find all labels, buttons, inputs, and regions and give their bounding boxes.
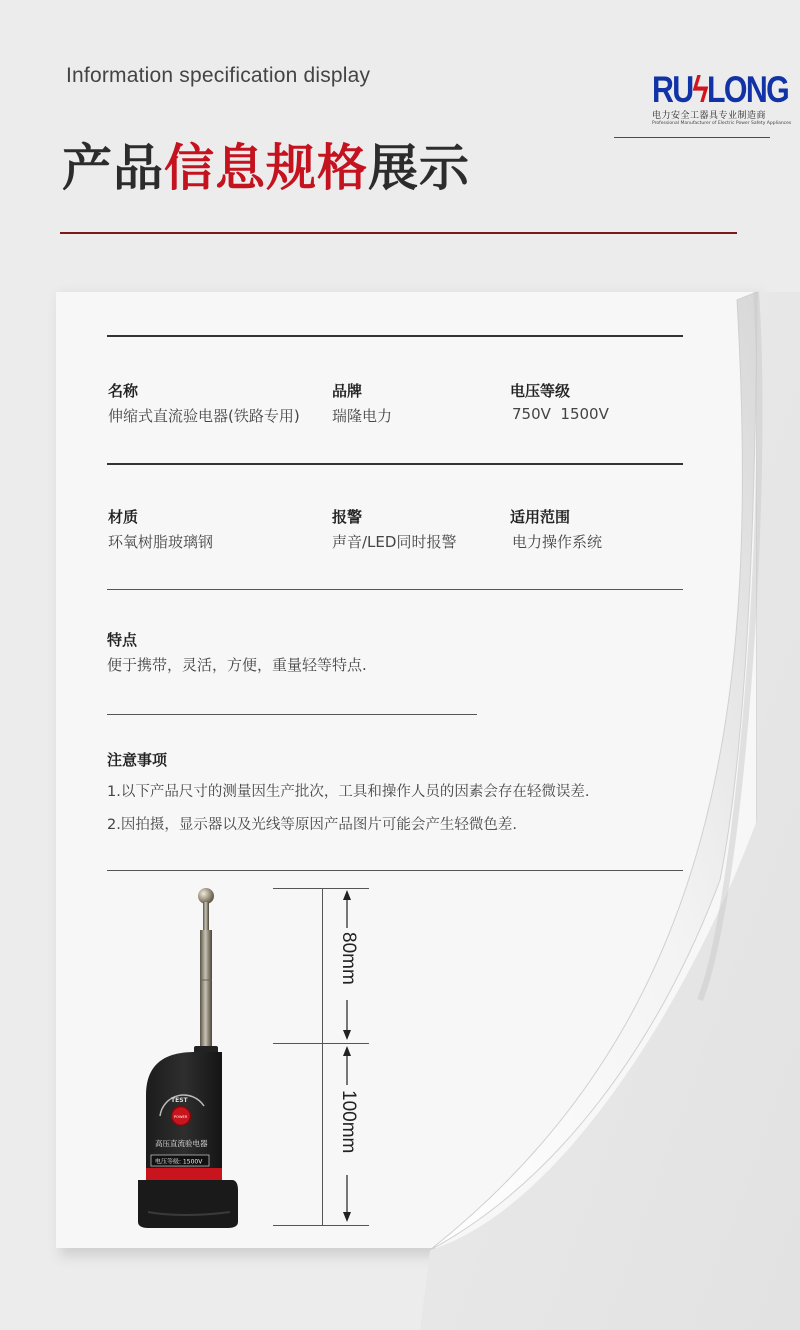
note-item-2: 2.因拍摄，显示器以及光线等原因产品图片可能会产生轻微色差.: [107, 817, 517, 833]
note-item-1: 1.以下产品尺寸的测量因生产批次，工具和操作人员的因素会存在轻微误差.: [107, 784, 590, 800]
logo-tagline-en: Professional Manufacturer of Electric Power Safety Appliances: [652, 121, 792, 126]
features-value: 便于携带，灵活，方便，重量轻等特点.: [107, 656, 367, 674]
lightning-bolt-icon: ϟ: [692, 69, 707, 110]
spec-value-name: 伸缩式直流验电器(铁路专用): [108, 407, 300, 425]
dimension-label-top: 80mm: [338, 932, 359, 985]
spec-value-brand: 瑞隆电力: [332, 407, 393, 425]
notes-label: 注意事项: [107, 751, 168, 769]
spec-value-scope: 电力操作系统: [512, 533, 603, 551]
title-part-1: 产品: [62, 139, 164, 197]
logo-wordmark: RUϟLONG: [652, 69, 789, 110]
spec-label-scope: 适用范围: [510, 508, 571, 526]
product-name-label: 高压直流验电器: [155, 1139, 208, 1148]
test-label: TEST: [171, 1097, 188, 1104]
voltage-plate-text: 电压等级: 1500V: [155, 1158, 203, 1166]
page-subtitle: Information specification display: [66, 64, 371, 87]
title-accent: 信息规格: [164, 139, 368, 197]
title-part-2: 展示: [368, 139, 470, 197]
spec-value-material: 环氧树脂玻璃钢: [108, 533, 214, 551]
features-label: 特点: [107, 631, 138, 649]
logo-tagline: 电力安全工器具专业制造商: [652, 111, 767, 121]
spec-value-voltage: 750V 1500V: [512, 405, 609, 423]
spec-value-alarm: 声音/LED同时报警: [332, 533, 457, 551]
spec-label-alarm: 报警: [332, 508, 363, 526]
power-label: POWER: [174, 1115, 188, 1119]
spec-label-voltage: 电压等级: [510, 382, 571, 400]
dimension-label-bottom: 100mm: [338, 1090, 359, 1154]
spec-label-material: 材质: [108, 508, 139, 526]
spec-label-brand: 品牌: [332, 382, 363, 400]
spec-label-name: 名称: [108, 382, 139, 400]
